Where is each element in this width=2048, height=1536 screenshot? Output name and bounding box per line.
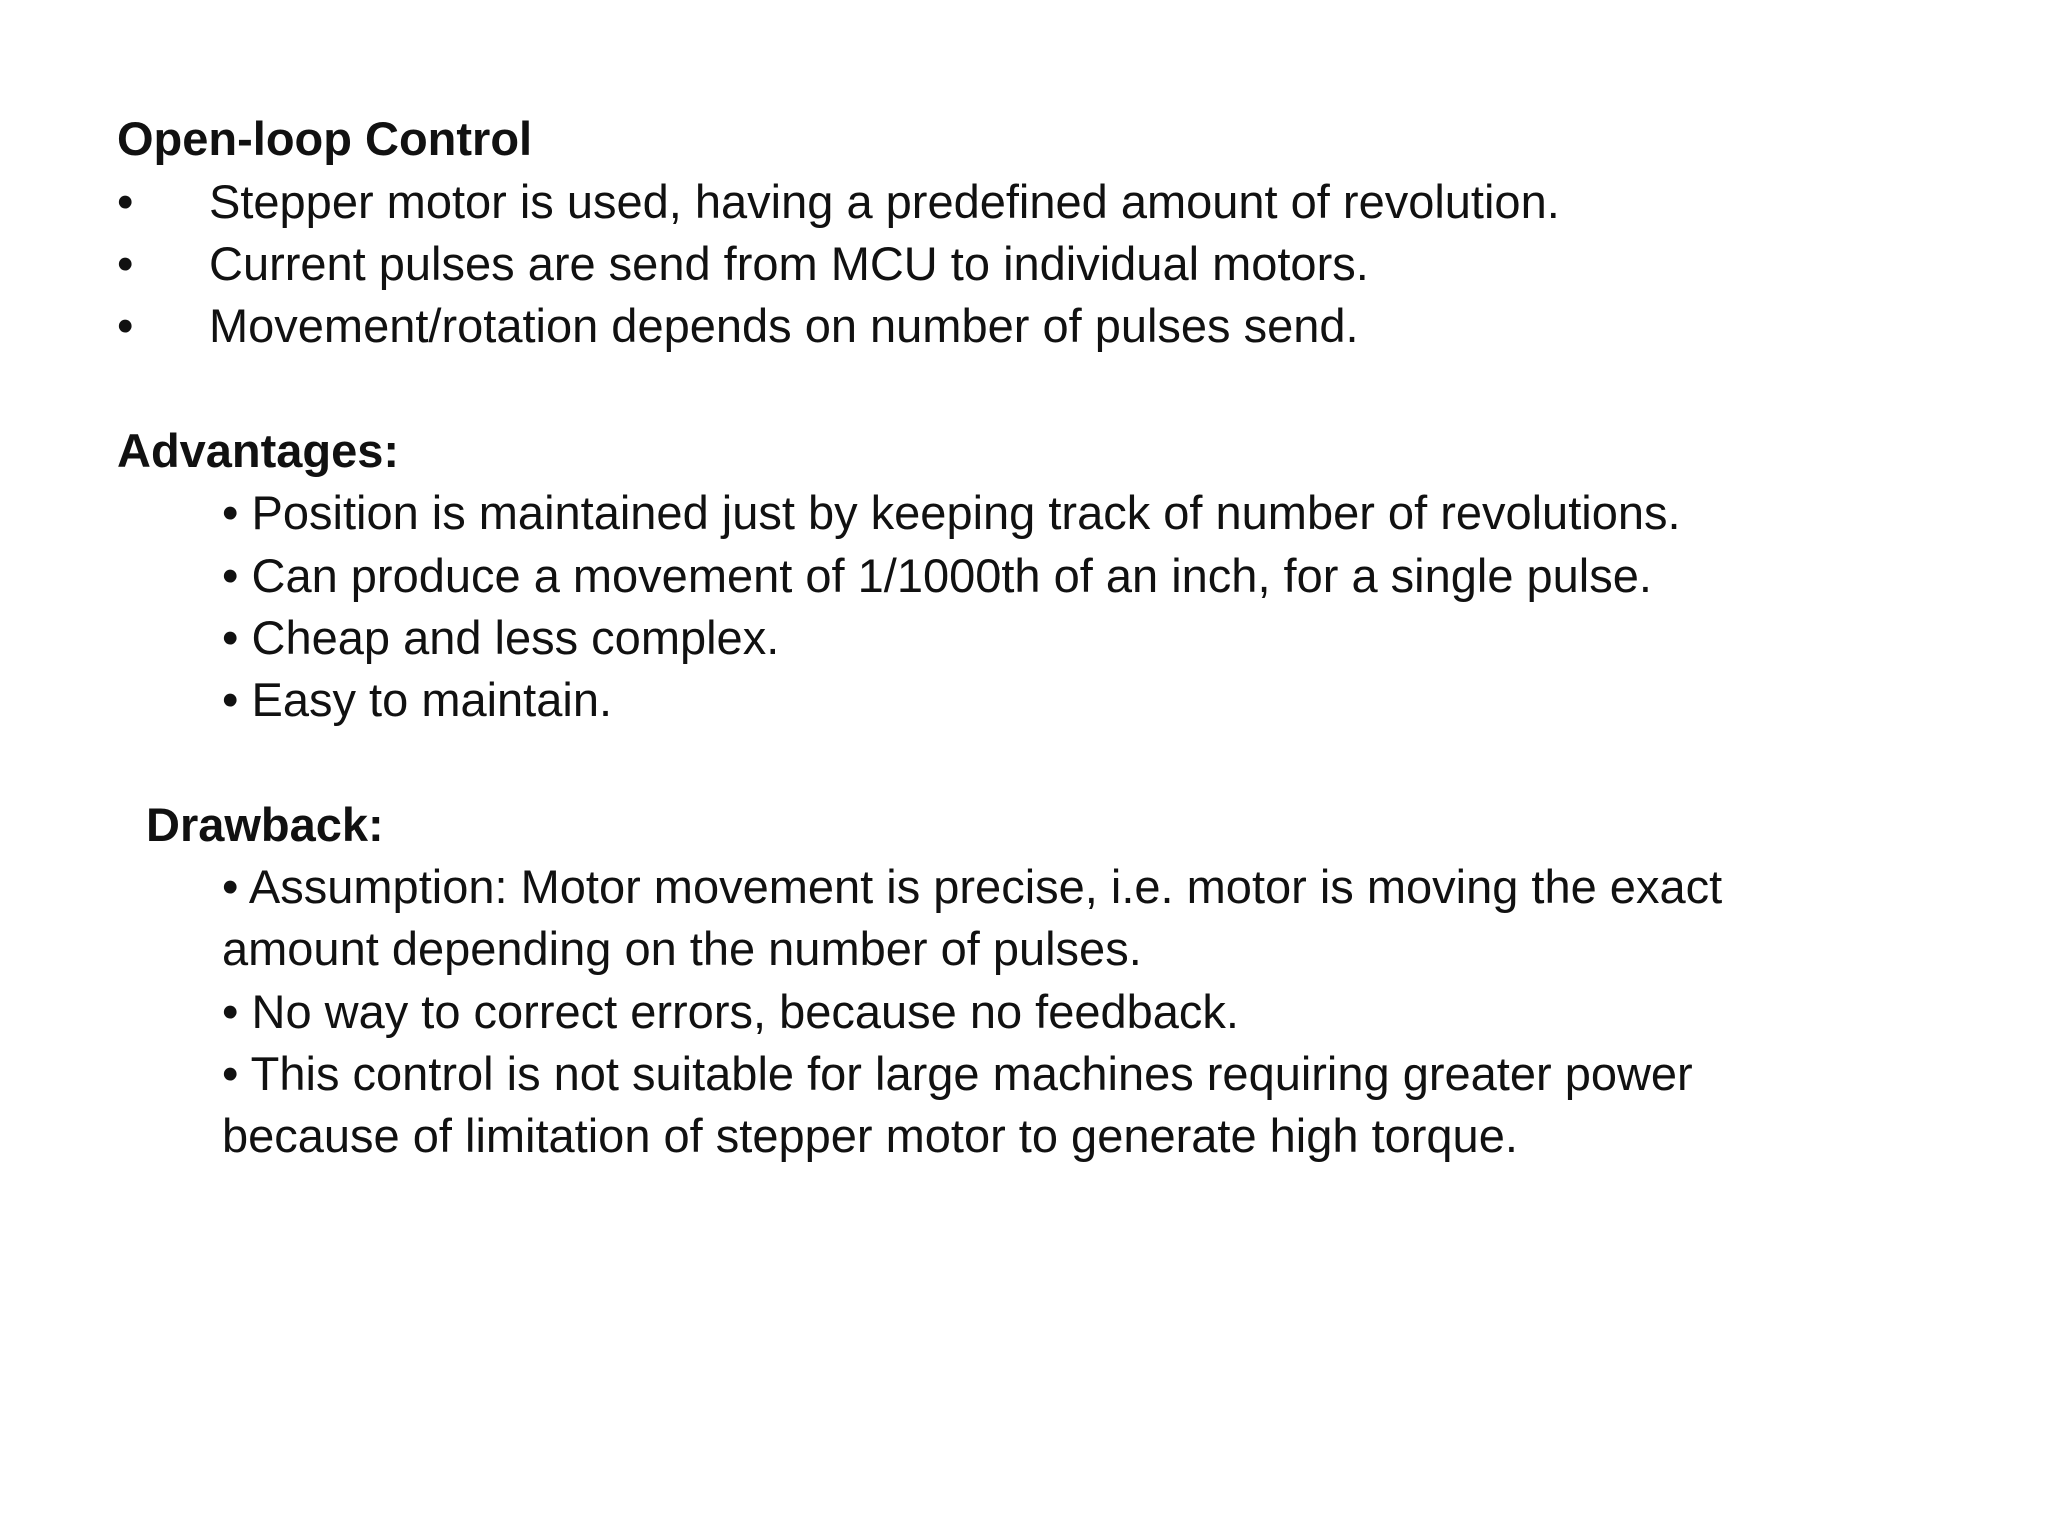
bullet-icon: •: [117, 299, 134, 352]
drawback-line: • This control is not suitable for large machines requiring greater power: [222, 1047, 1693, 1100]
section-title: Open-loop Control: [117, 112, 533, 165]
list-item: Movement/rotation depends on number of pulses send.: [209, 299, 1359, 352]
drawback-line: • Assumption: Motor movement is precise, i.e. motor is moving the exact: [222, 860, 1723, 913]
drawback-line: • No way to correct errors, because no feedback.: [222, 985, 1239, 1038]
drawback-line: because of limitation of stepper motor to generate high torque.: [222, 1109, 1518, 1162]
advantages-title: Advantages:: [117, 424, 400, 477]
drawback-line: amount depending on the number of pulses.: [222, 922, 1142, 975]
drawback-title: Drawback:: [146, 798, 384, 851]
list-item: Current pulses are send from MCU to individual motors.: [209, 237, 1369, 290]
advantage-item: • Easy to maintain.: [222, 673, 613, 726]
list-item: Stepper motor is used, having a predefined amount of revolution.: [209, 175, 1560, 228]
advantage-item: • Cheap and less complex.: [222, 611, 780, 664]
advantage-item: • Position is maintained just by keeping track of number of revolutions.: [222, 486, 1681, 539]
bullet-icon: •: [117, 175, 134, 228]
bullet-icon: •: [117, 237, 134, 290]
advantage-item: • Can produce a movement of 1/1000th of an inch, for a single pulse.: [222, 549, 1652, 602]
